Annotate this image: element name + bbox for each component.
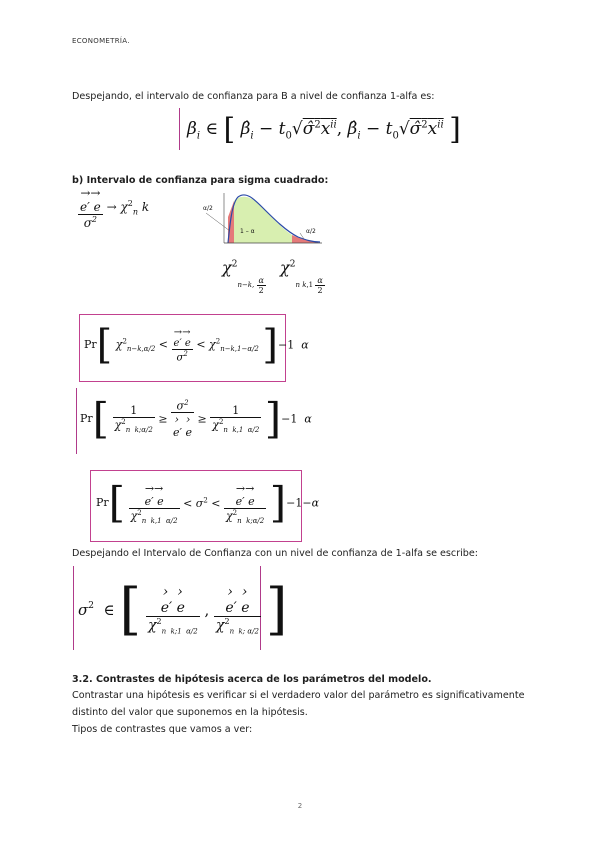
probability-formula-3: Pr[ →→ e′ e $\chi^2_{n k,1 \alpha/2}$ < $\sigma^2$ < →→ e′ e $\chi^2_{n k;\alpha/2}$ ]−1−α <box>96 478 320 527</box>
paragraph-sigma-interval: Despejando el Intervalo de Confianza con un nivel de confianza de 1-alfa se escribe: <box>72 548 479 559</box>
chi-square-distribution-formula: →→ e′ e $\sigma^2$ → $\chi^2_n$ k <box>80 186 150 230</box>
sigma-squared-interval-formula: $\sigma^2$ ∈ [ › › e′ e $\chi^2_{n k;1 \alpha/2}$ , › › e′ e $\chi^2_{n k; \alpha/2}$ ] <box>78 577 288 642</box>
chi-lower-critical-value: $\chi^2_{n-k, \frac{\alpha}{2}}$ <box>222 258 264 295</box>
paragraph-beta-interval: Despejando, el intervalo de confianza para B a nivel de confianza 1-alfa es: <box>72 91 435 102</box>
probability-formula-2: Pr[ $\frac{1}{\chi^2_{n k;\alpha/2}}$ ≥ $\sigma^2$ › › e′ e ≥ $\frac{1}{\chi^2_{n k,1 \alpha/2}}$ ]−1 α <box>80 394 312 443</box>
heading-sigma-interval: b) Intervalo de confianza para sigma cuadrado: <box>72 175 329 186</box>
paragraph-test-types: Tipos de contrastes que vamos a ver: <box>72 724 253 735</box>
left-tail-label: α/2 <box>203 205 213 212</box>
center-label: 1 – α <box>240 228 255 235</box>
chi-upper-critical-value: $\chi^2_{n k,1 \frac{\alpha}{2}}$ <box>280 258 323 295</box>
formula-rule-3 <box>73 566 74 650</box>
page-header: ECONOMETRÍA. <box>72 37 130 45</box>
page-number: 2 <box>297 802 303 810</box>
chi-square-density-chart <box>200 193 324 253</box>
formula-rule-left <box>179 108 180 150</box>
center-area <box>234 197 292 243</box>
formula-rule-2 <box>76 388 77 454</box>
paragraph-hypothesis-line-2: distinto del valor que suponemos en la hipótesis. <box>72 707 308 718</box>
probability-formula-1: Pr[ $\chi^2_{n-k,\alpha/2}$ < →→ e′ e $\sigma^2$ < $\chi^2_{n-k,1-\alpha/2}$ ]−1 α <box>84 322 309 368</box>
beta-interval-formula: $\beta_i$ ∈ [ $\betâ_i$ − $t_0√\sigmâ^2x^{ii}$, $\betâ_i$ − $t_0√\sigmâ^2x^{ii}$ ] <box>187 112 461 147</box>
section-heading-hypothesis-tests: 3.2. Contrastes de hipótesis acerca de los parámetros del modelo. <box>72 674 432 685</box>
paragraph-hypothesis-line-1: Contrastar una hipótesis es verificar si el verdadero valor del parámetro es significativamente <box>72 690 525 701</box>
right-tail-label: α/2 <box>306 228 316 235</box>
